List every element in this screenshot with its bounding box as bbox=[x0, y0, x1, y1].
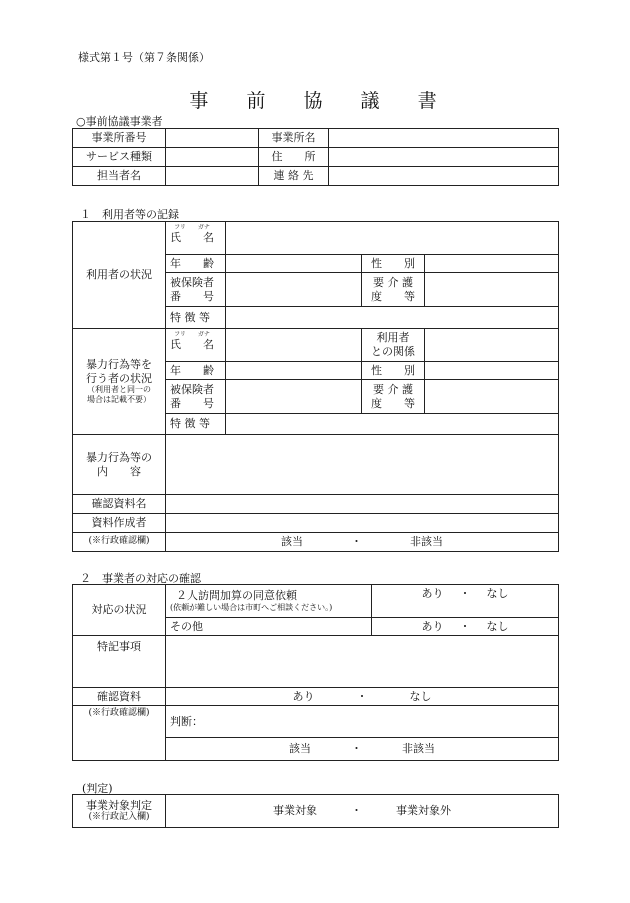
user-name-label: フリ ガナ 氏 名 bbox=[166, 222, 226, 255]
user-status-label: 利用者の状況 bbox=[73, 222, 166, 329]
service-type-label: サービス種類 bbox=[73, 148, 166, 167]
choice-separator: ・ bbox=[356, 689, 368, 703]
creator-field[interactable] bbox=[166, 514, 559, 533]
user-age-field[interactable] bbox=[226, 255, 362, 273]
content-label: 暴力行為等の 内 容 bbox=[73, 435, 166, 495]
form-number: 様式第１号（第７条関係） bbox=[78, 51, 210, 64]
violent-gender-label: 性 別 bbox=[362, 362, 425, 380]
two-person-label: ２人訪問加算の同意依頼 (依頼が難しい場合は市町へご相談ください。) bbox=[166, 585, 372, 618]
user-gender-field[interactable] bbox=[425, 255, 559, 273]
two-person-choices bbox=[372, 585, 559, 618]
admin-check-choices-2 bbox=[166, 738, 559, 761]
response-table bbox=[72, 584, 559, 761]
section-response-heading: ２ 事業者の対応の確認 bbox=[80, 572, 201, 585]
business-table bbox=[72, 128, 559, 186]
violent-age-label: 年 齢 bbox=[166, 362, 226, 380]
applicable-option-2[interactable]: 該当 bbox=[289, 742, 311, 756]
confirm-no[interactable]: なし bbox=[409, 689, 432, 703]
violent-care-label: 要 介 護 度 等 bbox=[362, 380, 425, 414]
confirm-choices bbox=[166, 688, 559, 706]
violent-name-field[interactable] bbox=[226, 329, 362, 362]
two-person-no[interactable]: なし bbox=[486, 587, 509, 600]
two-person-note: (依頼が難しい場合は市町へご相談ください。) bbox=[170, 602, 333, 612]
section-judgement-heading: (判定) bbox=[82, 782, 113, 795]
violent-name-label: フリ ガナ 氏 名 bbox=[166, 329, 226, 362]
contact-field[interactable] bbox=[329, 167, 559, 186]
user-gender-label: 性 別 bbox=[362, 255, 425, 273]
contact-label: 連 絡 先 bbox=[259, 167, 329, 186]
choice-separator: ・ bbox=[459, 587, 471, 600]
violent-care-field[interactable] bbox=[425, 380, 559, 414]
judgement-table bbox=[72, 794, 559, 828]
choice-separator: ・ bbox=[459, 619, 471, 633]
choice-separator: ・ bbox=[351, 742, 362, 756]
business-no-field[interactable] bbox=[166, 129, 259, 148]
judgement-field[interactable] bbox=[166, 706, 559, 738]
admin-check-label-2: (※行政確認欄) bbox=[73, 706, 166, 761]
business-name-field[interactable] bbox=[329, 129, 559, 148]
notes-field[interactable] bbox=[166, 636, 559, 688]
violent-name-ruby: フリ ガナ bbox=[174, 331, 210, 339]
non-target-option[interactable]: 事業対象外 bbox=[396, 804, 451, 818]
service-type-field[interactable] bbox=[166, 148, 259, 167]
applicable-option[interactable]: 該当 bbox=[281, 535, 303, 549]
not-applicable-option-2[interactable]: 非該当 bbox=[402, 742, 435, 756]
violent-features-label: 特 徴 等 bbox=[166, 414, 226, 435]
user-care-label: 要 介 護 度 等 bbox=[362, 273, 425, 307]
business-no-label: 事業所番号 bbox=[73, 129, 166, 148]
user-insured-field[interactable] bbox=[226, 273, 362, 307]
content-field[interactable] bbox=[166, 435, 559, 495]
address-field[interactable] bbox=[329, 148, 559, 167]
person-field[interactable] bbox=[166, 167, 259, 186]
user-name-ruby: フリ ガナ bbox=[174, 224, 210, 232]
violent-insured-field[interactable] bbox=[226, 380, 362, 414]
notes-label: 特記事項 bbox=[73, 636, 166, 688]
violent-features-field[interactable] bbox=[226, 414, 559, 435]
user-features-field[interactable] bbox=[226, 307, 559, 329]
violent-person-label: 暴力行為等を 行う者の状況 （利用者と同一の 場合は記載不要） bbox=[73, 329, 166, 435]
other-no[interactable]: なし bbox=[486, 619, 509, 633]
confirm-doc-field[interactable] bbox=[166, 495, 559, 514]
confirm-yes[interactable]: あり bbox=[292, 689, 315, 703]
choice-separator: ・ bbox=[351, 804, 362, 818]
relation-field[interactable] bbox=[425, 329, 559, 362]
user-insured-label: 被保険者 番 号 bbox=[166, 273, 226, 307]
two-person-yes[interactable]: あり bbox=[421, 587, 444, 600]
response-label: 対応の状況 bbox=[73, 585, 166, 636]
judgement-label: 判断： bbox=[170, 714, 203, 728]
section-business-heading: ○事前協議事業者 bbox=[76, 115, 163, 128]
business-name-label: 事業所名 bbox=[259, 129, 329, 148]
choice-separator: ・ bbox=[351, 535, 362, 549]
confirm-doc-label: 確認資料名 bbox=[73, 495, 166, 514]
address-label: 住 所 bbox=[259, 148, 329, 167]
violent-gender-field[interactable] bbox=[425, 362, 559, 380]
admin-check-choices bbox=[166, 533, 559, 552]
user-name-field[interactable] bbox=[226, 222, 559, 255]
other-yes[interactable]: あり bbox=[421, 619, 444, 633]
user-features-label: 特 徴 等 bbox=[166, 307, 226, 329]
violent-age-field[interactable] bbox=[226, 362, 362, 380]
target-choices bbox=[166, 795, 559, 828]
target-option[interactable]: 事業対象 bbox=[273, 804, 317, 818]
confirm-label: 確認資料 bbox=[73, 688, 166, 706]
target-label: 事業対象判定 (※行政記入欄) bbox=[73, 795, 166, 828]
section-user-heading: １ 利用者等の記録 bbox=[80, 208, 179, 221]
admin-check-label: (※行政確認欄) bbox=[73, 533, 166, 552]
not-applicable-option[interactable]: 非該当 bbox=[410, 535, 443, 549]
user-age-label: 年 齢 bbox=[166, 255, 226, 273]
violent-insured-label: 被保険者 番 号 bbox=[166, 380, 226, 414]
other-choices bbox=[372, 618, 559, 636]
document-title: 事 前 協 議 書 bbox=[189, 90, 453, 112]
violent-person-note: （利用者と同一の bbox=[87, 385, 151, 395]
other-label: その他 bbox=[166, 618, 372, 636]
user-record-table bbox=[72, 221, 559, 552]
user-care-field[interactable] bbox=[425, 273, 559, 307]
relation-label: 利用者 との関係 bbox=[362, 329, 425, 362]
person-label: 担当者名 bbox=[73, 167, 166, 186]
creator-label: 資料作成者 bbox=[73, 514, 166, 533]
